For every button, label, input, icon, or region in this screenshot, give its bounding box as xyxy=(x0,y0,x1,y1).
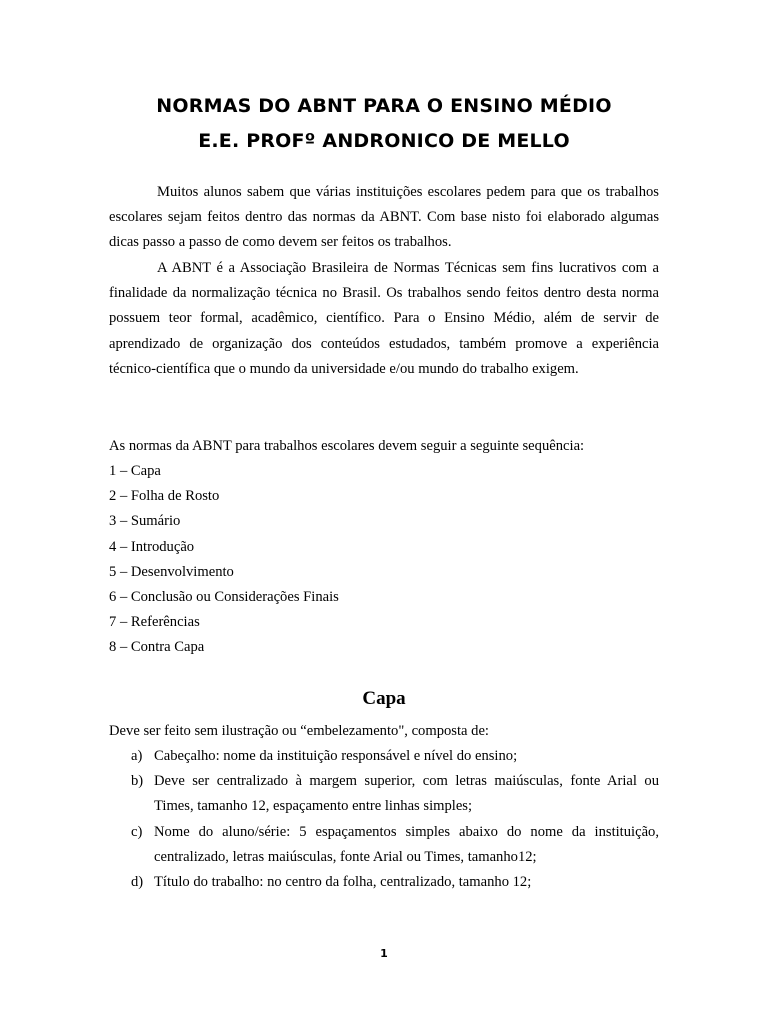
capa-intro: Deve ser feito sem ilustração ou “embelezamento", composta de: xyxy=(109,723,489,739)
document-title: NORMAS DO ABNT PARA O ENSINO MÉDIO xyxy=(156,95,612,117)
list-item-text: Título do trabalho: no centro da folha, centralizado, tamanho 12; xyxy=(154,874,532,891)
list-item-text: Nome do aluno/série: 5 espaçamentos simples abaixo do nome da instituição, centralizado, letras maiúsculas, fonte Arial ou Times, tamanho12; xyxy=(154,823,659,865)
list-item: 6 – Conclusão ou Considerações Finais xyxy=(109,589,339,606)
list-item xyxy=(109,769,659,819)
list-item xyxy=(109,870,659,895)
list-item-text: Cabeçalho: nome da instituição responsável e nível do ensino; xyxy=(154,748,518,764)
list-item: 7 – Referências xyxy=(109,614,200,631)
list-marker: b) xyxy=(131,773,144,790)
list-marker: d) xyxy=(131,874,144,891)
list-item: 2 – Folha de Rosto xyxy=(109,488,220,505)
intro-paragraph-1-block xyxy=(109,180,659,256)
list-item xyxy=(109,820,659,870)
page-number: 1 xyxy=(380,947,388,960)
capa-requirements-list xyxy=(109,744,659,895)
section-heading-capa: Capa xyxy=(362,688,406,709)
sequence-intro: As normas da ABNT para trabalhos escolares devem seguir a seguinte sequência: xyxy=(109,438,585,454)
list-marker: a) xyxy=(131,748,143,764)
list-item: 5 – Desenvolvimento xyxy=(109,563,234,580)
intro-paragraph-2: A ABNT é a Associação Brasileira de Normas Técnicas sem fins lucrativos com a finalidade da normalização técnica no Brasil. Os trabalhos sendo feitos dentro desta norma possuem teor formal, acadêmico, científico. Para o Ensino Médio, além de servir de aprendizado de organização dos conteúdos estudados, também promove a experiência técnico-científica que o mundo da universidade e/ou mundo do trabalho exigem. xyxy=(109,260,659,377)
list-item: 4 – Introdução xyxy=(109,538,195,555)
intro-paragraph-1: Muitos alunos sabem que várias instituições escolares pedem para que os trabalhos escolares sejam feitos dentro das normas da ABNT. Com base nisto foi elaborado algumas dicas passo a passo de como devem ser feitos os trabalhos. xyxy=(109,184,659,251)
list-marker: c) xyxy=(131,823,143,840)
sequence-list xyxy=(109,459,339,661)
list-item: 8 – Contra Capa xyxy=(109,639,205,656)
list-item: 3 – Sumário xyxy=(109,513,181,530)
list-item-text: Deve ser centralizado à margem superior, com letras maiúsculas, fonte Arial ou Times, tamanho 12, espaçamento entre linhas simples; xyxy=(154,773,659,815)
intro-paragraph-2-block xyxy=(109,256,659,382)
list-item: 1 – Capa xyxy=(109,463,161,479)
list-item xyxy=(109,744,659,769)
school-name: E.E. PROFº ANDRONICO DE MELLO xyxy=(198,130,570,152)
